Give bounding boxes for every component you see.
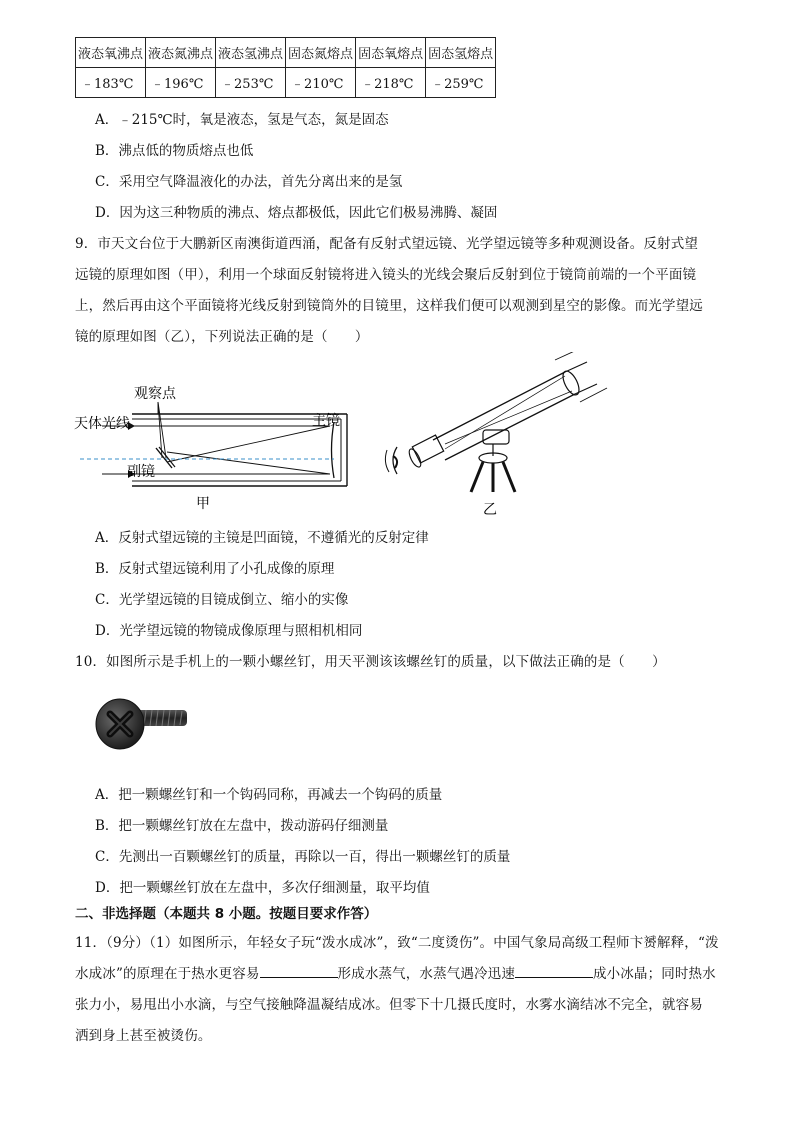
table-header-cell: 液态氮沸点	[146, 38, 216, 68]
table-header-cell: 固态氧熔点	[356, 38, 426, 68]
q11-text: 形成水蒸气，水蒸气遇冷迅速	[337, 966, 515, 982]
answer-blank[interactable]	[260, 965, 338, 978]
table-header-cell: 液态氧沸点	[76, 38, 146, 68]
section-heading: 二、非选择题（本题共 8 小题。按题目要求作答）	[75, 906, 378, 922]
q9-option-c: C．光学望远镜的目镜成倒立、缩小的实像	[95, 592, 349, 608]
label-light: 天体光线	[74, 416, 130, 432]
boiling-melting-table	[75, 37, 496, 98]
table-value-cell: ﹣218℃	[356, 68, 426, 98]
q8-option-a: A．﹣215℃时，氧是液态，氢是气态，氮是固态	[95, 112, 389, 128]
q9-option-a: A．反射式望远镜的主镜是凹面镜，不遵循光的反射定律	[95, 530, 429, 546]
refracting-telescope-figure	[375, 352, 615, 522]
q10-option-d: D．把一颗螺丝钉放在左盘中，多次仔细测量，取平均值	[95, 880, 430, 896]
table-value-cell: ﹣210℃	[286, 68, 356, 98]
table-value-cell: ﹣183℃	[76, 68, 146, 98]
table-value-row	[76, 68, 496, 98]
screw-image	[94, 690, 194, 760]
q11-line: 11．（9分）（1）如图所示，年轻女子玩“泼水成冰”，致“二度烫伤”。中国气象局高级工程师卞赟解释，“泼	[75, 935, 719, 951]
label-yi: 乙	[483, 502, 497, 518]
table-header-cell: 固态氮熔点	[286, 38, 356, 68]
q9-stem-line: 9．市天文台位于大鹏新区南澳街道西涌，配备有反射式望远镜、光学望远镜等多种观测设备。反射式望	[75, 236, 698, 252]
q11-line	[75, 962, 716, 982]
label-jia: 甲	[196, 496, 210, 512]
q10-option-b: B．把一颗螺丝钉放在左盘中，拨动游码仔细测量	[95, 818, 389, 834]
label-main-mirror: 主镜	[312, 413, 340, 429]
table-value-cell: ﹣253℃	[216, 68, 286, 98]
q9-stem-line: 远镜的原理如图（甲），利用一个球面反射镜将进入镜头的光线会聚后反射到位于镜筒前端的一个平面镜	[75, 267, 697, 283]
q8-option-b: B．沸点低的物质熔点也低	[95, 143, 254, 159]
q8-option-d: D．因为这三种物质的沸点、熔点都极低，因此它们极易沸腾、凝固	[95, 205, 498, 221]
q10-option-a: A．把一颗螺丝钉和一个钩码同称，再减去一个钩码的质量	[95, 787, 443, 803]
table-value-cell: ﹣196℃	[146, 68, 216, 98]
q9-option-d: D．光学望远镜的物镜成像原理与照相机相同	[95, 623, 363, 639]
label-sub-mirror: 副镜	[127, 464, 155, 480]
label-observe: 观察点	[134, 386, 176, 402]
q8-option-c: C．采用空气降温液化的办法，首先分离出来的是氢	[95, 174, 403, 190]
answer-blank[interactable]	[515, 965, 593, 978]
q11-text: 水成冰”的原理在于热水更容易	[75, 966, 260, 982]
table-header-cell: 固态氢熔点	[426, 38, 496, 68]
q9-stem-line: 上，然后再由这个平面镜将光线反射到镜筒外的目镜里，这样我们便可以观测到星空的影像。而光学望远	[75, 298, 703, 314]
q11-line: 洒到身上甚至被烫伤。	[75, 1028, 212, 1044]
q11-text: 成小冰晶；同时热水	[592, 966, 716, 982]
q11-line: 张力小，易甩出小水滴，与空气接触降温凝结成冰。但零下十几摄氏度时，水雾水滴结冰不完全，就容易	[75, 997, 703, 1013]
table-value-cell: ﹣259℃	[426, 68, 496, 98]
table-header-cell: 液态氢沸点	[216, 38, 286, 68]
q10-option-c: C．先测出一百颗螺丝钉的质量，再除以一百，得出一颗螺丝钉的质量	[95, 849, 511, 865]
table-header-row	[76, 38, 496, 68]
reflecting-telescope-figure	[72, 378, 362, 513]
q10-stem: 10．如图所示是手机上的一颗小螺丝钉，用天平测该该螺丝钉的质量，以下做法正确的是（ ）	[75, 654, 666, 670]
q9-stem-line: 镜的原理如图（乙），下列说法正确的是（ ）	[75, 329, 369, 345]
q9-option-b: B．反射式望远镜利用了小孔成像的原理	[95, 561, 335, 577]
